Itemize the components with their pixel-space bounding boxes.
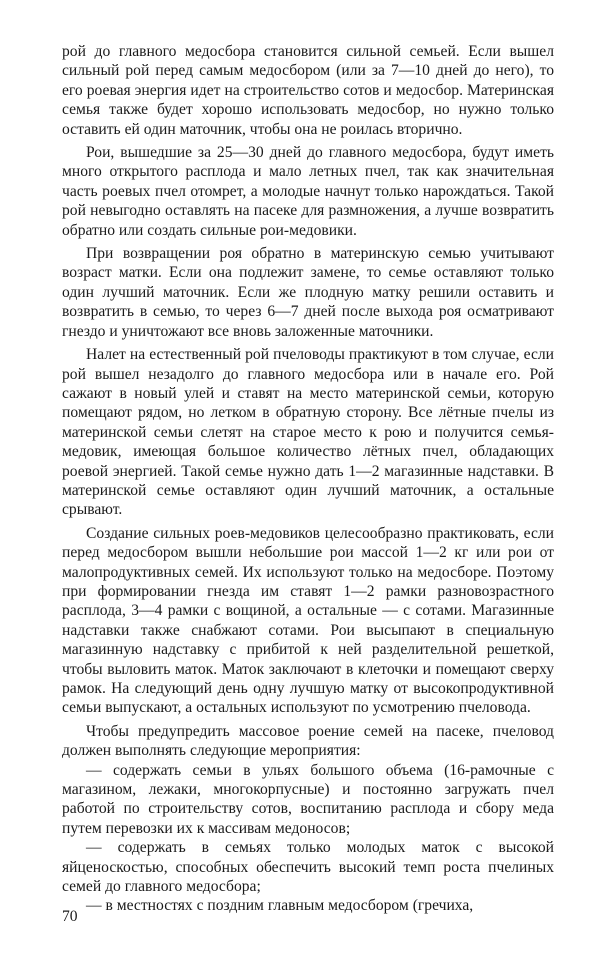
page-body (62, 42, 554, 916)
paragraph-1: рой до главного медосбора становится сильной семьей. Если вышел сильный рой перед самым медосбором (или за 7—10 дней до него), то его роевая энергия идет на строительство сотов и медосбор. Материнская семья также будет хорошо использовать медосбор, но нужно только оставить ей один маточник, чтобы она не роилась вторично. (62, 43, 554, 138)
paragraph-5: Создание сильных роев-медовиков целесообразно практиковать, если перед медосбором вышли небольшие рои массой 1—2 кг или рои от малопродуктивных семей. Их используют только на медосборе. Поэтому при формировании гнезда им ставят 1—2 рамки разновозрастного расплода, 3—4 рамки с вощиной, а остальные — с сотами. Магазинные надставки также снабжают сотами. Рои высыпают в специальную магазинную надставку с прибитой к ней разделительной решеткой, чтобы выловить маток. Маток заключают в клеточки и помещают сверху рамок. На следующий день одну лучшую матку от высокопродуктивной семьи выпускают, а остальных используют по усмотрению пчеловода. (62, 524, 554, 717)
paragraph-3: При возвращении роя обратно в материнскую семью учитывают возраст матки. Если она подлежит замене, то семье оставляют только один лучший маточник. Если же плодную матку решили оставить и возвратить в семью, то через 6—7 дней после выхода роя осматривают гнездо и уничтожают все вновь заложенные маточники. (62, 245, 554, 340)
page-number: 70 (62, 908, 78, 925)
list-item-1: — содержать семьи в ульях большого объема (16-рамочные с магазином, лежаки, многокорпусные) и постоянно загружать пчел работой по строительству сотов, воспитанию расплода и сбору меда путем перевозки их к массивам медоносов; (62, 761, 554, 837)
list-item-3: — в местностях с поздним главным медосбором (гречиха, (86, 897, 474, 915)
paragraph-2: Рои, вышедшие за 25—30 дней до главного медосбора, будут иметь много открытого расплода и мало летных пчел, так как значительная часть роевых пчел отомрет, а молодые начнут только нарождаться. Такой рой невыгодно оставлять на пасеке для размножения, а лучше возвратить обратно или создать сильные рои-медовики. (62, 144, 554, 239)
list-item-2: — содержать в семьях только молодых маток с высокой яйценоскостью, способных обеспечить высокий темп роста пчелиных семей до главного медосбора; (62, 839, 554, 896)
paragraph-6: Чтобы предупредить массовое роение семей на пасеке, пчеловод должен выполнять следующие мероприятия: (62, 722, 554, 760)
paragraph-4: Налет на естественный рой пчеловоды практикуют в том случае, если рой вышел незадолго до главного медосбора или в начале его. Рой сажают в новый улей и ставят на место материнской семьи, которую помещают рядом, но летком в обратную сторону. Все лётные пчелы из материнской семьи слетят на старое место к рою и получится семья-медовик, имеющая большое количество лётных пчел, обладающих роевой энергией. Такой семье нужно дать 1—2 магазинные надставки. В материнской семье оставляют один лучший маточник, а остальные срывают. (62, 346, 554, 519)
